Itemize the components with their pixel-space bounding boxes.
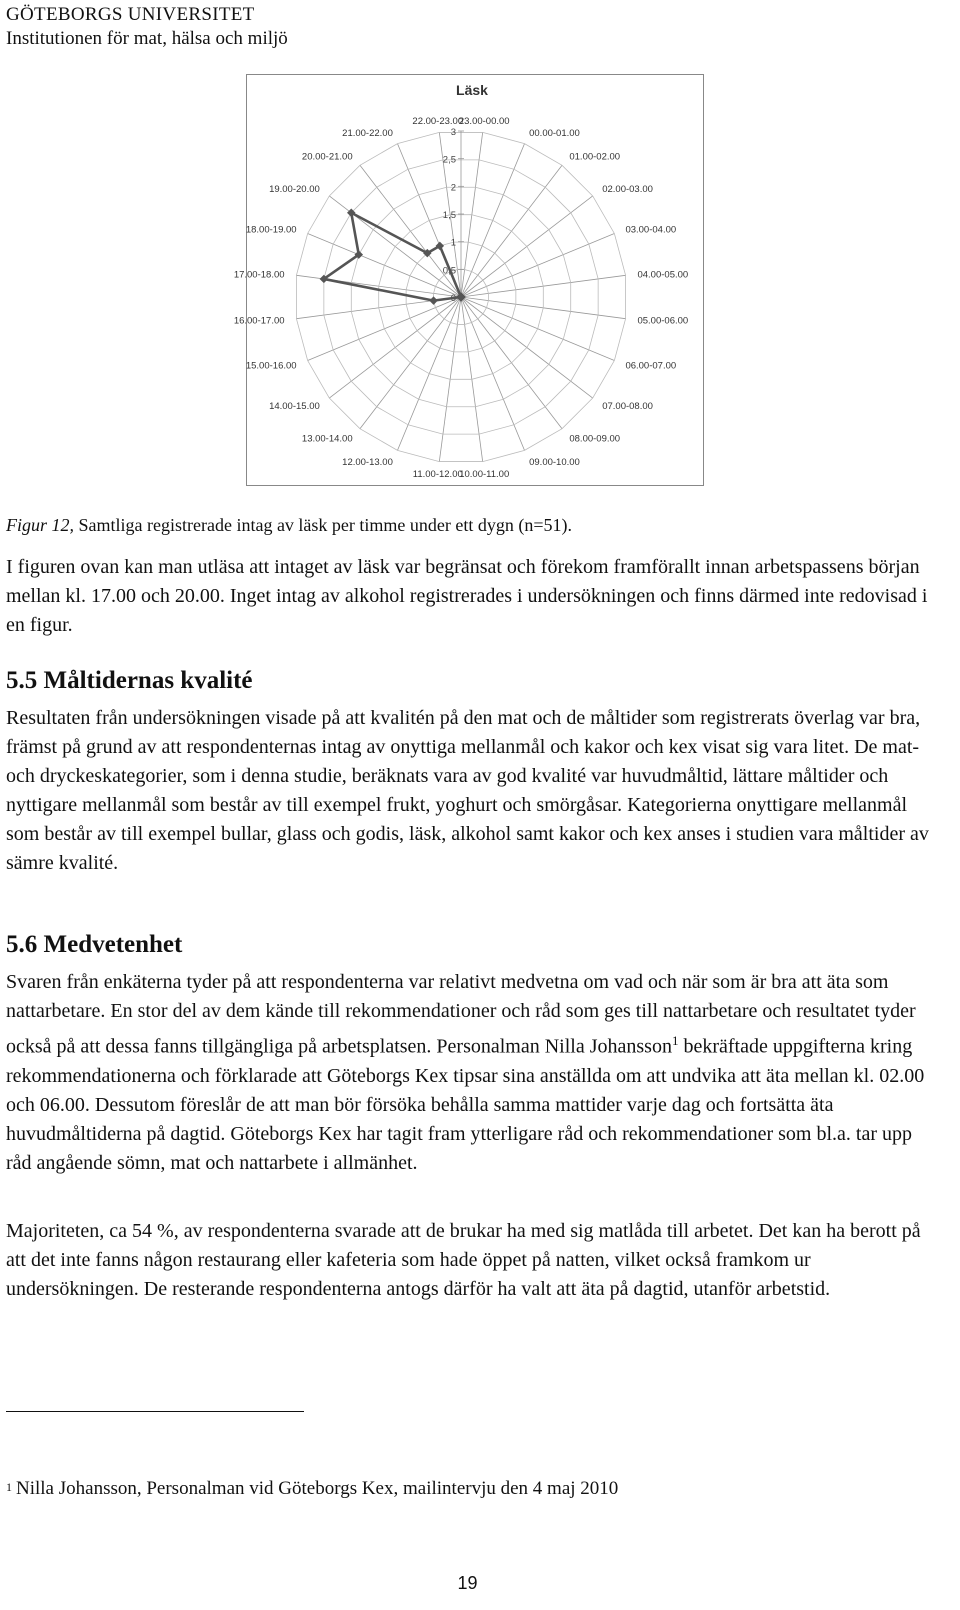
radar-category-label: 05.00-06.00 — [637, 315, 689, 327]
radar-category-label: 12.00-13.00 — [342, 456, 393, 468]
radar-tick-label: 1,5 — [442, 210, 456, 221]
radar-category-label: 16.00-17.00 — [233, 315, 285, 327]
radar-category-label: 02.00-03.00 — [602, 184, 653, 196]
radar-tick-label: 3 — [450, 127, 456, 138]
radar-category-label: 04.00-05.00 — [637, 269, 689, 281]
radar-category-label: 03.00-04.00 — [625, 224, 677, 236]
section-5-5-heading: 5.5 Måltidernas kvalité — [6, 667, 253, 694]
radar-category-label: 13.00-14.00 — [301, 433, 353, 445]
radar-category-label: 23.00-00.00 — [458, 116, 510, 128]
radar-point — [457, 293, 465, 301]
p1-after: bekräftade uppgifterna kring rekommendationerna och förklarade att Göteborgs Kex tipsar sina anställda om att undvika att äta mellan kl. 02.00 och 06.00. Dessutom föreslår de att man bör försöka behålla samma mattider varje dag och fortsätta äta huvudmåltiderna på dagtid. Göteborgs Kex har tagit fram ytterligare råd och rekommendationer som bl.a. tar upp råd angående sömn, mat och nattarbete i allmänhet. — [6, 1035, 925, 1174]
section-5-5-body: Resultaten från undersökningen visade på att kvalitén på den mat och de måltider som registrerats överlag var bra, främst på grund av att respondenternas intag av onyttiga mellanmål och kakor och kex visat sig vara litet. De mat- och dryckeskategorier, som i denna studie, beräknats vara av god kvalité var huvudmåltid, lättare måltider och nyttigare mellanmål som består av till exempel frukt, yoghurt och smörgåsar. Kategorierna onyttigare mellanmål som består av till exempel bullar, glass och godis, läsk, alkohol samt kakor och kex anses i studien vara måltider av sämre kvalité. — [6, 707, 929, 874]
footnote-number: 1 — [6, 1480, 12, 1494]
radar-category-label: 10.00-11.00 — [459, 468, 510, 480]
radar-tick-label: 0 — [450, 293, 456, 304]
radar-category-label: 14.00-15.00 — [269, 400, 320, 412]
page-number: 19 — [457, 1573, 478, 1593]
radar-category-label: 01.00-02.00 — [569, 151, 621, 163]
radar-category-label: 09.00-10.00 — [529, 456, 580, 468]
radar-tick-label: 0,5 — [442, 265, 456, 277]
caption-text: Samtliga registrerade intag av läsk per timme under ett dygn (n=51). — [74, 515, 573, 535]
radar-category-label: 18.00-19.00 — [245, 224, 297, 236]
figure-caption — [6, 514, 572, 536]
radar-category-label: 17.00-18.00 — [233, 269, 285, 281]
chart-title: Läsk — [456, 82, 488, 98]
footnote — [6, 1478, 618, 1500]
header-university: GÖTEBORGS UNIVERSITET — [6, 4, 255, 25]
radar-category-label: 11.00-12.00 — [412, 468, 463, 480]
footnote-reference[interactable]: 1 — [671, 1033, 679, 1048]
section-5-6-heading: 5.6 Medvetenhet — [6, 931, 183, 958]
footnote-text: Nilla Johansson, Personalman vid Göteborgs Kex, mailintervju den 4 maj 2010 — [16, 1478, 619, 1499]
radar-category-label: 06.00-07.00 — [625, 360, 677, 372]
radar-chart — [233, 74, 704, 486]
section-5-6-paragraph-1 — [6, 968, 941, 1178]
radar-category-label: 21.00-22.00 — [342, 128, 393, 140]
radar-series-line — [324, 213, 461, 301]
header-department: Institutionen för mat, hälsa och miljö — [6, 28, 288, 49]
radar-chart-svg — [233, 75, 703, 485]
caption-label: Figur 12, — [6, 515, 75, 535]
section-5-6-paragraph-2: Majoriteten, ca 54 %, av respondenterna svarade att de brukar ha med sig matlåda till arbetet. Det kan ha berott på att det inte fanns någon restaurang eller kafeteria som hade öppet på natten, vilket också framkom ur undersökningen. De resterande respondenterna antogs därför ha valt att äta på dagtid, utanför arbetstid. — [6, 1220, 921, 1300]
radar-category-label: 08.00-09.00 — [569, 433, 621, 445]
p1-before: Svaren från enkäterna tyder på att respondenterna var relativt medvetna om vad och när som är bra att äta som nattarbetare. En stor del av dem kände till rekommendationer och råd som ges till nattarbetare och resultatet tyder också på att dessa fanns tillgängliga på arbetsplatsen. Personalman Nilla Johansson — [6, 971, 916, 1058]
radar-category-label: 22.00-23.00 — [412, 116, 464, 128]
radar-series — [320, 209, 466, 305]
footnote-separator — [6, 1411, 304, 1412]
radar-tick-label: 2 — [450, 182, 456, 194]
radar-tick-label: 1 — [450, 237, 456, 249]
radar-category-label: 07.00-08.00 — [602, 400, 653, 412]
radar-category-label: 00.00-01.00 — [529, 128, 580, 140]
radar-category-label: 15.00-16.00 — [245, 360, 297, 372]
radar-point — [429, 296, 437, 304]
radar-category-label: 20.00-21.00 — [301, 151, 353, 163]
radar-tick-label: 2,5 — [442, 154, 456, 166]
intro-paragraph: I figuren ovan kan man utläsa att intaget av läsk var begränsat och förekom framförallt innan arbetspassens början mellan kl. 17.00 och 20.00. Inget intag av alkohol registrerades i undersökningen och finns därmed inte redovisad i en figur. — [6, 556, 928, 636]
radar-category-label: 19.00-20.00 — [269, 184, 320, 196]
